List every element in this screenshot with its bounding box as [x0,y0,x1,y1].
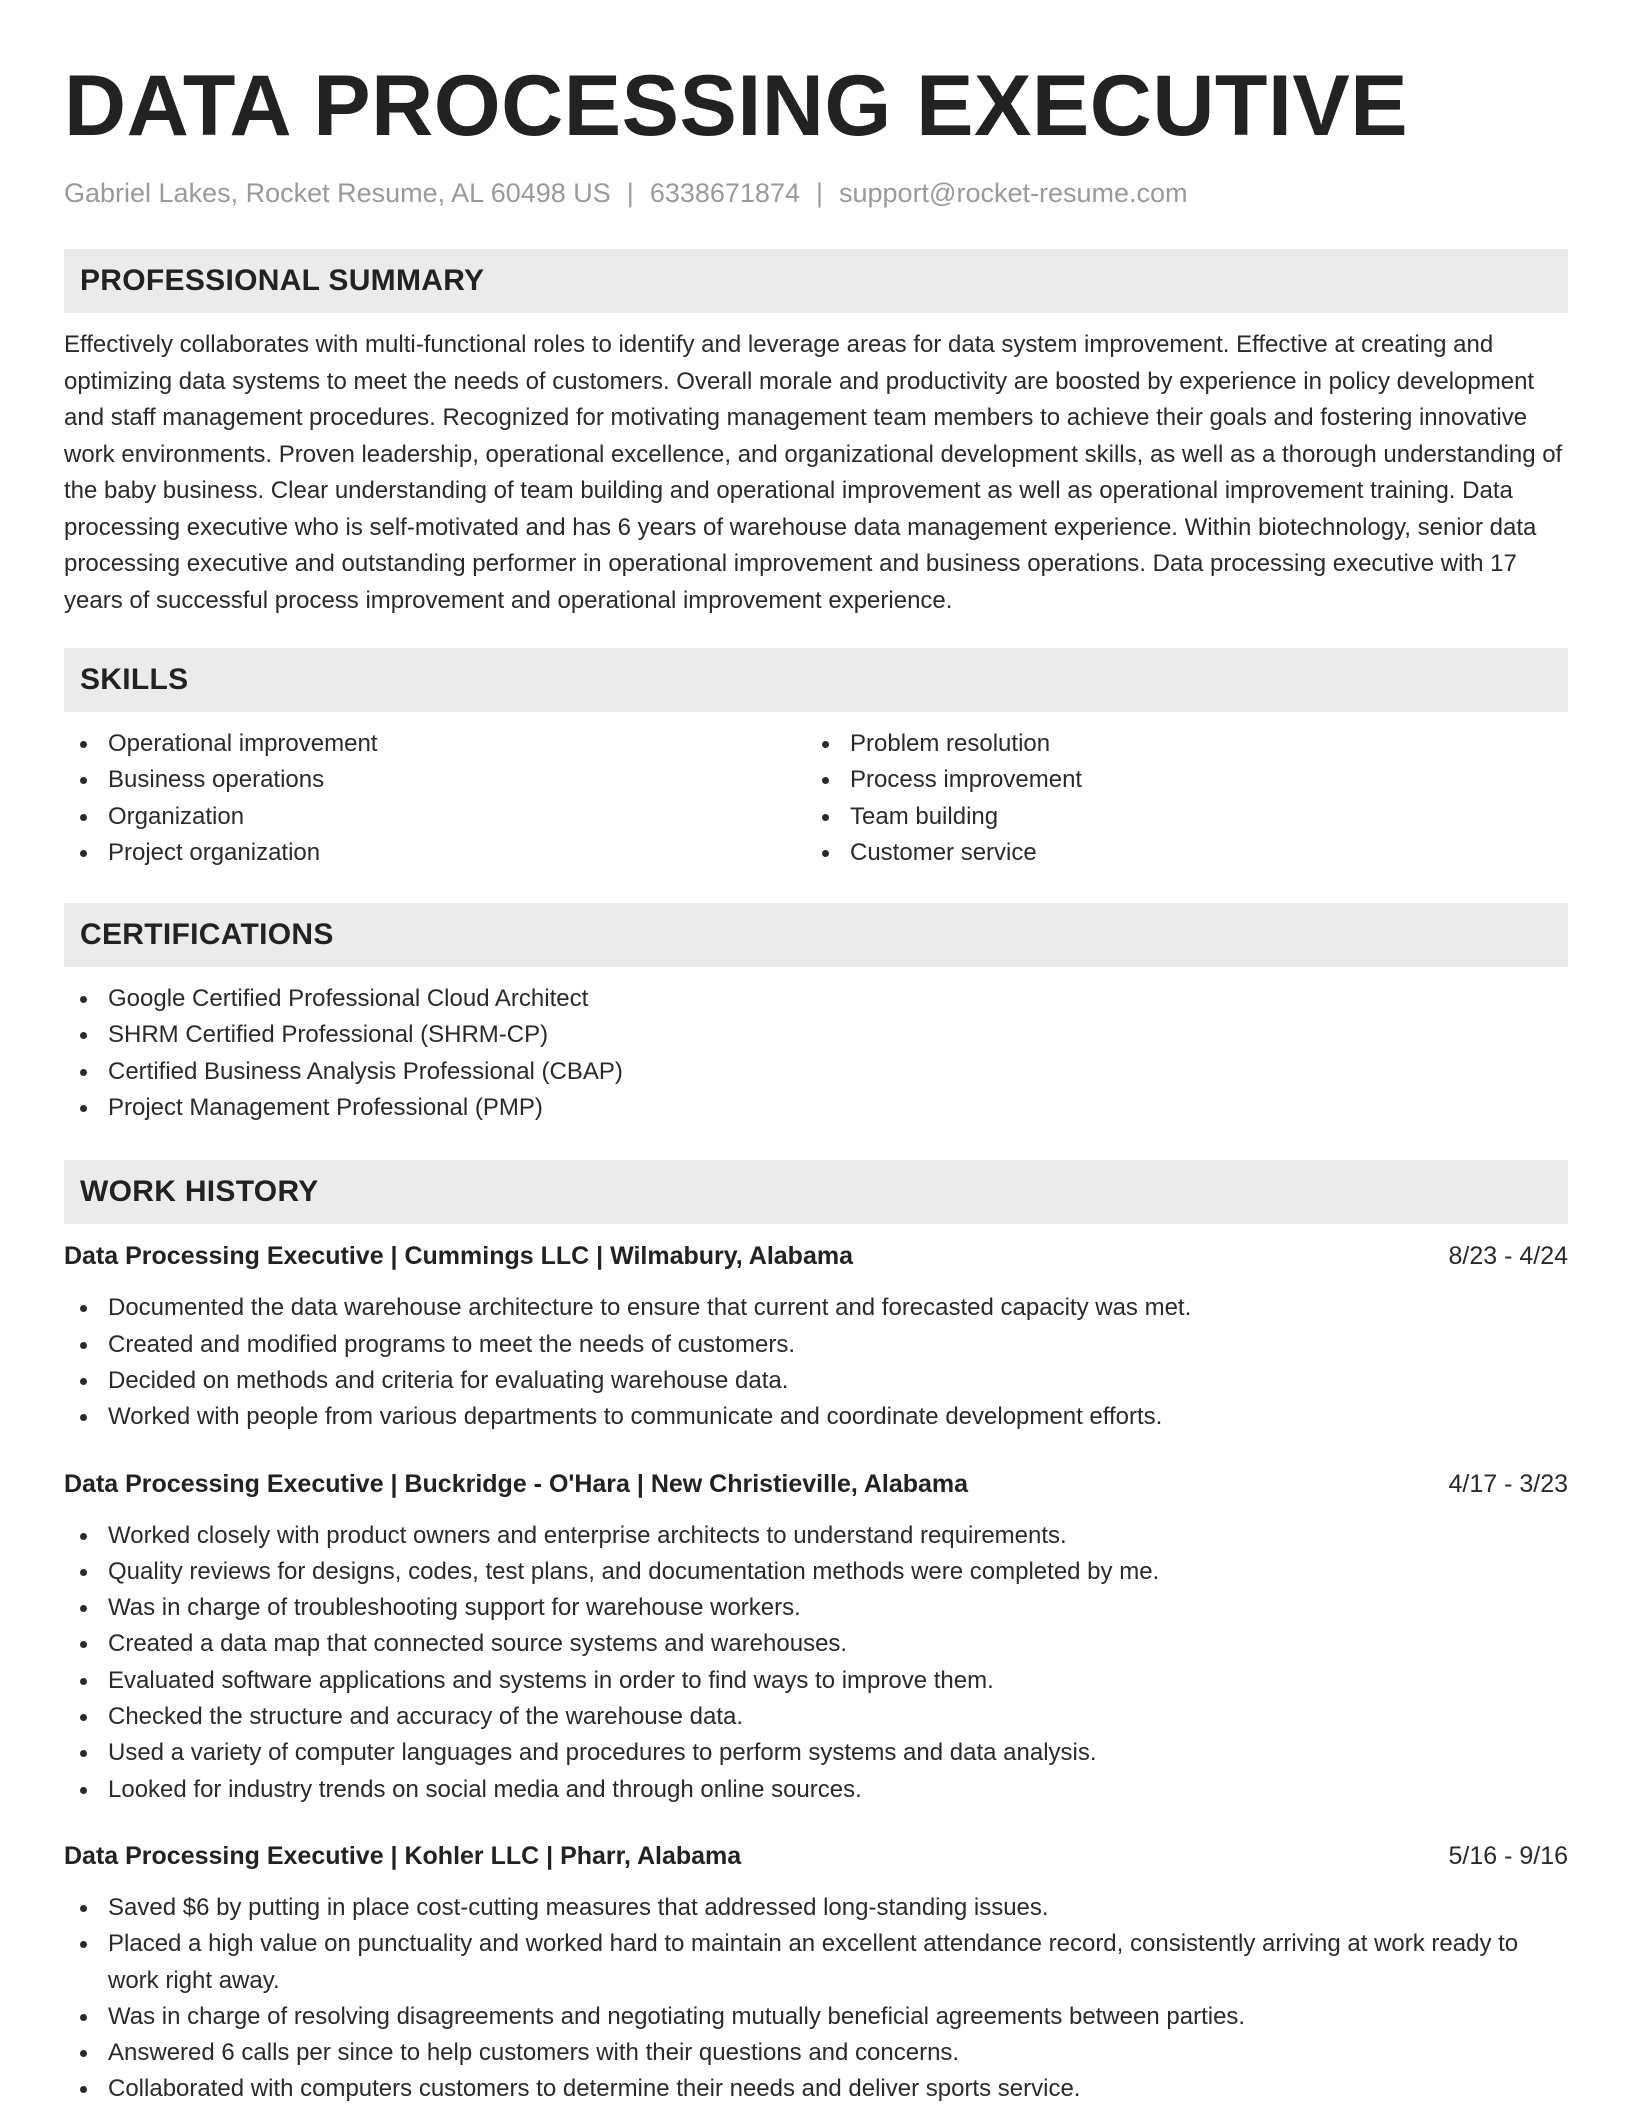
summary-heading: PROFESSIONAL SUMMARY [64,249,1568,313]
contact-phone: 6338671874 [649,178,800,208]
contact-line [64,176,1568,210]
skill-item: Team building [806,799,1548,835]
job-header [64,1838,1568,1874]
certifications-list [64,981,1568,1126]
resume-page [64,0,1568,2108]
job-bullet: Was in charge of resolving disagreements and negotiating mutually beneficial agreements between parties. [64,1999,1568,2035]
job-bullet: Created a data map that connected source systems and warehouses. [64,1626,1568,1662]
job-bullets [64,1518,1568,1808]
certification-item: Project Management Professional (PMP) [64,1090,1568,1126]
job-bullet: Documented the data warehouse architecture to ensure that current and forecasted capacity was met. [64,1290,1568,1326]
job-bullet: Worked with people from various departments to communicate and coordinate development efforts. [64,1399,1568,1435]
job-bullet: Collaborated with computers customers to determine their needs and deliver sports service. [64,2071,1568,2107]
job-bullet: Was in charge of troubleshooting support for warehouse workers. [64,1590,1568,1626]
job-entry [64,1466,1568,1808]
job-header [64,1238,1568,1274]
contact-email: support@rocket-resume.com [839,178,1188,208]
job-bullet: Used a variety of computer languages and procedures to perform systems and data analysis. [64,1735,1568,1771]
contact-separator: | [815,178,823,208]
job-bullet: Evaluated software applications and systems in order to find ways to improve them. [64,1663,1568,1699]
job-bullet: Decided on methods and criteria for evaluating warehouse data. [64,1363,1568,1399]
job-title: Data Processing Executive | Buckridge - O'Hara | New Christieville, Alabama [64,1469,969,1498]
job-bullet: Worked closely with product owners and enterprise architects to understand requirements. [64,1518,1568,1554]
job-bullet: Placed a high value on punctuality and worked hard to maintain an excellent attendance record, consistently arriving at work ready to work right away. [64,1926,1568,1999]
resume-name: DATA PROCESSING EXECUTIVE [64,58,1409,154]
job-bullet: Answered 6 calls per since to help customers with their questions and concerns. [64,2035,1568,2071]
certification-item: Certified Business Analysis Professional (CBAP) [64,1054,1568,1090]
job-bullet: Checked the structure and accuracy of the warehouse data. [64,1699,1568,1735]
skills-list-right [806,726,1548,871]
job-entry [64,1838,1568,2108]
skill-item: Process improvement [806,762,1548,798]
job-entry [64,1238,1568,1435]
job-dates: 8/23 - 4/24 [1448,1242,1568,1271]
skill-item: Customer service [806,835,1548,871]
job-dates: 5/16 - 9/16 [1448,1841,1568,1870]
job-bullet: Looked for industry trends on social media and through online sources. [64,1772,1568,1808]
work-history-heading: WORK HISTORY [64,1160,1568,1224]
job-bullet: Quality reviews for designs, codes, test plans, and documentation methods were completed by me. [64,1554,1568,1590]
certifications-heading: CERTIFICATIONS [64,903,1568,967]
certification-item: Google Certified Professional Cloud Architect [64,981,1568,1017]
skill-item: Business operations [64,762,806,798]
certification-item: SHRM Certified Professional (SHRM-CP) [64,1017,1568,1053]
contact-address: Gabriel Lakes, Rocket Resume, AL 60498 US [64,178,611,208]
skills-list-left [64,726,806,871]
job-bullet: Saved $6 by putting in place cost-cutting measures that addressed long-standing issues. [64,1890,1568,1926]
skill-item: Project organization [64,835,806,871]
job-bullet: Created and modified programs to meet the needs of customers. [64,1327,1568,1363]
skill-item: Operational improvement [64,726,806,762]
job-bullets [64,1290,1568,1435]
skill-item: Organization [64,799,806,835]
job-header [64,1466,1568,1502]
summary-text: Effectively collaborates with multi-functional roles to identify and leverage areas for data system improvement. Effective at creating and optimizing data systems to meet the needs of customers. Overall morale and productivity are boosted by experience in policy development and staff management procedures. Recognized for motivating management team members to achieve their goals and fostering innovative work environments. Proven leadership, operational excellence, and organizational development skills, as well as a thorough understanding of the baby business. Clear understanding of team building and operational improvement as well as operational improvement training. Data processing executive who is self-motivated and has 6 years of warehouse data management experience. Within biotechnology, senior data processing executive and outstanding performer in operational improvement and business operations. Data processing executive with 17 years of successful process improvement and operational improvement experience. [64,331,1563,614]
job-title: Data Processing Executive | Cummings LLC | Wilmabury, Alabama [64,1242,853,1271]
job-bullets [64,1890,1568,2108]
contact-separator: | [626,178,634,208]
skills-grid [64,712,1568,871]
job-title: Data Processing Executive | Kohler LLC | Pharr, Alabama [64,1841,742,1870]
job-dates: 4/17 - 3/23 [1448,1469,1568,1498]
skill-item: Problem resolution [806,726,1548,762]
skills-heading: SKILLS [64,648,1568,712]
